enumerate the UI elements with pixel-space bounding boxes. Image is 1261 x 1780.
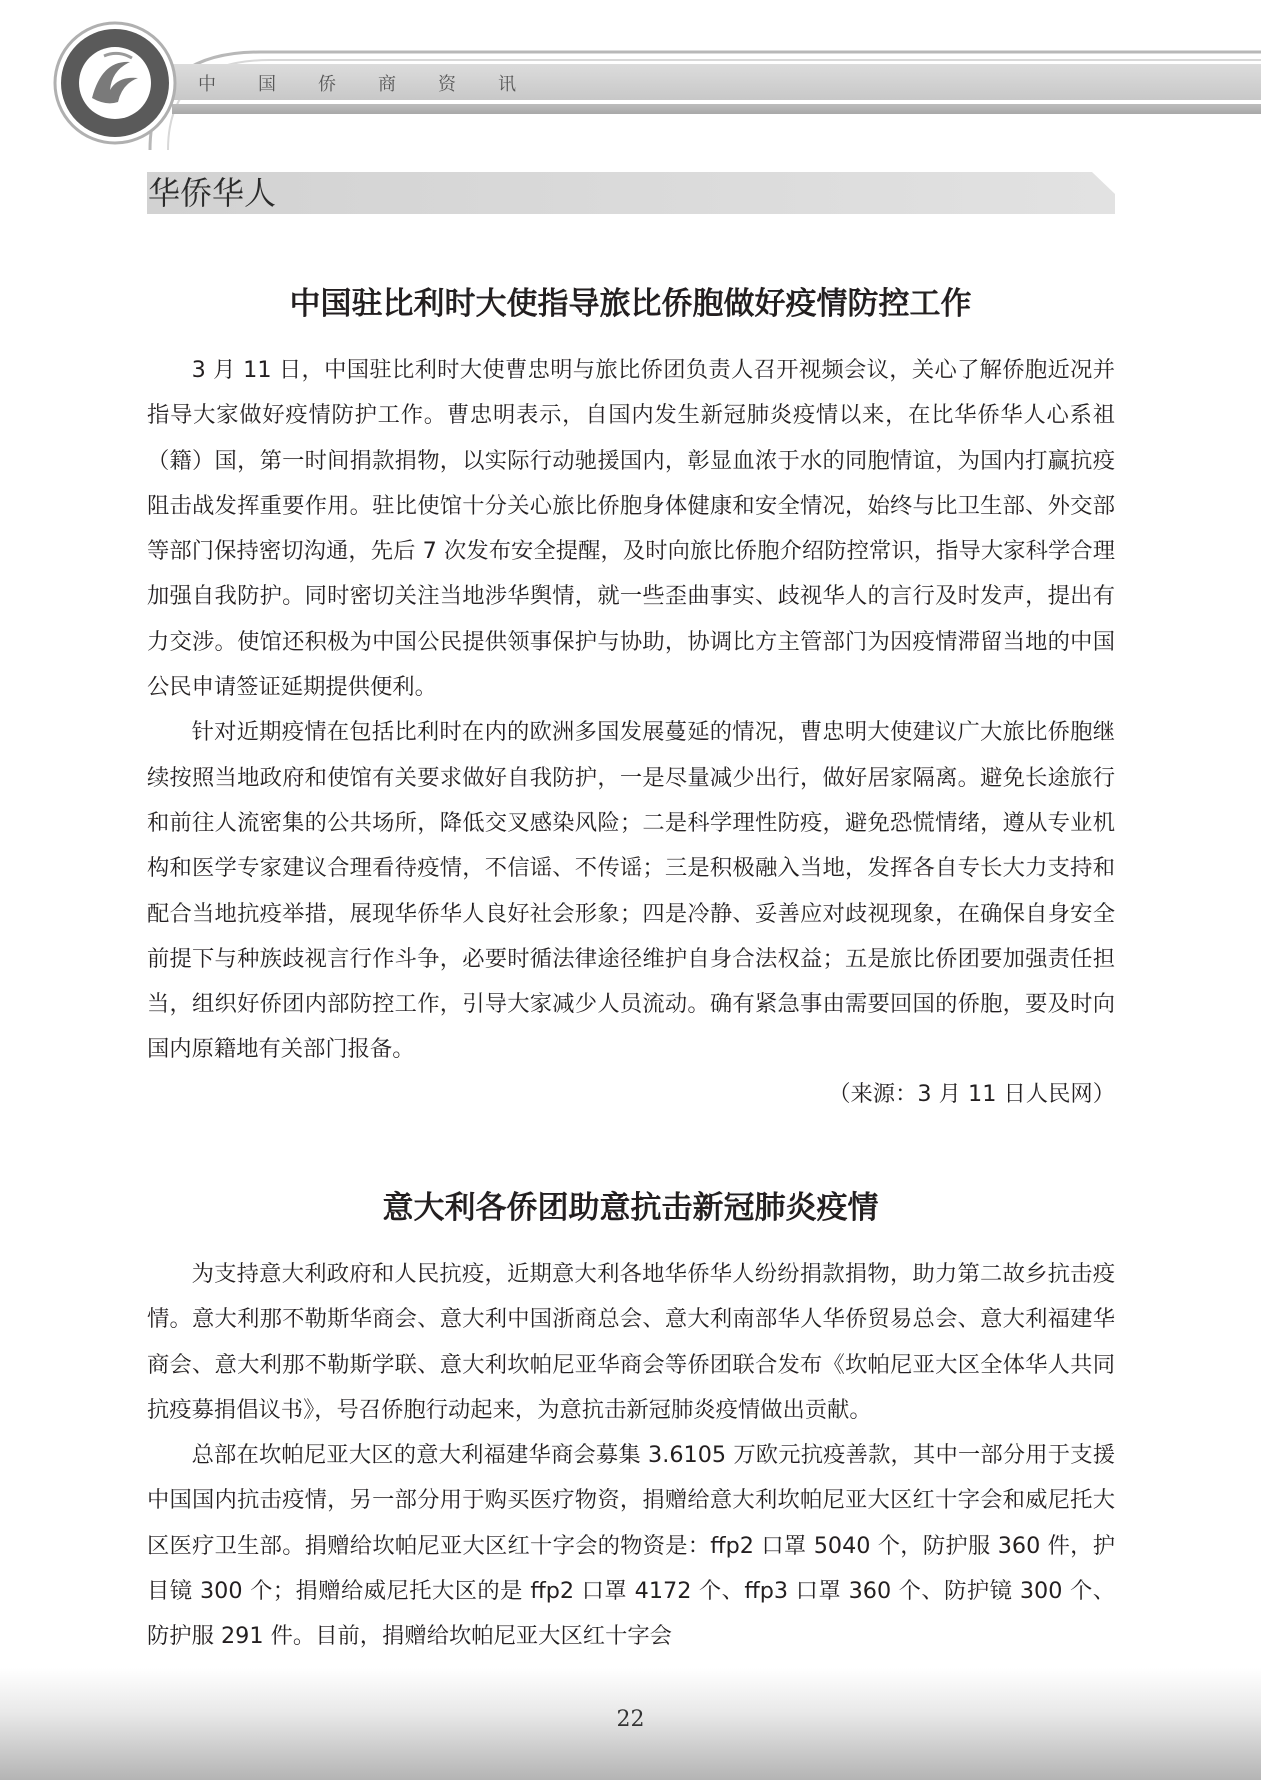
magazine-char: 讯 [498,74,516,95]
article-body [147,348,1115,1073]
magazine-name [198,70,558,96]
section-title: 华侨华人 [148,174,277,212]
section-banner [147,172,1115,214]
magazine-char: 侨 [318,74,336,95]
page-number: 22 [616,1707,645,1732]
magazine-char: 国 [258,74,276,95]
logo [52,20,178,146]
logo-emblem-icon [52,20,178,146]
paragraph: 为支持意大利政府和人民抗疫，近期意大利各地华侨华人纷纷捐款捐物，助力第二故乡抗击疫情。意大利那不勒斯华商会、意大利中国浙商总会、意大利南部华人华侨贸易总会、意大利福建华商会、意大利那不勒斯学联、意大利坎帕尼亚华商会等侨团联合发布《坎帕尼亚大区全体华人共同抗疫募捐倡议书》，号召侨胞行动起来，为意抗击新冠肺炎疫情做出贡献。 [147,1261,1115,1423]
article-body [147,1252,1115,1660]
paragraph: 针对近期疫情在包括比利时在内的欧洲多国发展蔓延的情况，曹忠明大使建议广大旅比侨胞继续按照当地政府和使馆有关要求做好自我防护，一是尽量减少出行，做好居家隔离。避免长途旅行和前往人流密集的公共场所，降低交叉感染风险；二是科学理性防疫，避免恐慌情绪，遵从专业机构和医学专家建议合理看待疫情，不信谣、不传谣；三是积极融入当地，发挥各自专长大力支持和配合当地抗疫举措，展现华侨华人良好社会形象；四是冷静、妥善应对歧视现象，在确保自身安全前提下与种族歧视言行作斗争，必要时循法律途径维护自身合法权益；五是旅比侨团要加强责任担当，组织好侨团内部防控工作，引导大家减少人员流动。确有紧急事由需要回国的侨胞，要及时向国内原籍地有关部门报备。 [147,719,1115,1063]
header-band-shadow [172,104,1261,114]
article-title: 中国驻比利时大使指导旅比侨胞做好疫情防控工作 [289,286,972,322]
article-source: （来源：3 月 11 日人民网） [828,1081,1115,1107]
article-title: 意大利各侨团助意抗击新冠肺炎疫情 [382,1190,879,1226]
magazine-char: 资 [438,74,456,95]
magazine-char: 商 [378,74,396,95]
paragraph: 3 月 11 日，中国驻比利时大使曹忠明与旅比侨团负责人召开视频会议，关心了解侨胞近况并指导大家做好疫情防护工作。曹忠明表示，自国内发生新冠肺炎疫情以来，在比华侨华人心系祖（籍）国，第一时间捐款捐物，以实际行动驰援国内，彰显血浓于水的同胞情谊，为国内打赢抗疫阻击战发挥重要作用。驻比使馆十分关心旅比侨胞身体健康和安全情况，始终与比卫生部、外交部等部门保持密切沟通，先后 7 次发布安全提醒，及时向旅比侨胞介绍防控常识，指导大家科学合理加强自我防护。同时密切关注当地涉华舆情，就一些歪曲事实、歧视华人的言行及时发声，提出有力交涉。使馆还积极为中国公民提供领事保护与协助，协调比方主管部门为因疫情滞留当地的中国公民申请签证延期提供便利。 [147,357,1115,701]
paragraph: 总部在坎帕尼亚大区的意大利福建华商会募集 3.6105 万欧元抗疫善款，其中一部分用于支援中国国内抗击疫情，另一部分用于购买医疗物资，捐赠给意大利坎帕尼亚大区红十字会和威尼托大区医疗卫生部。捐赠给坎帕尼亚大区红十字会的物资是：ffp2 口罩 5040 个，防护服 360 件，护目镜 300 个；捐赠给威尼托大区的是 ffp2 口罩 4172 个、ffp3 口罩 360 个、防护镜 300 个、防护服 291 件。目前，捐赠给坎帕尼亚大区红十字会 [147,1442,1115,1650]
magazine-char: 中 [198,74,216,95]
